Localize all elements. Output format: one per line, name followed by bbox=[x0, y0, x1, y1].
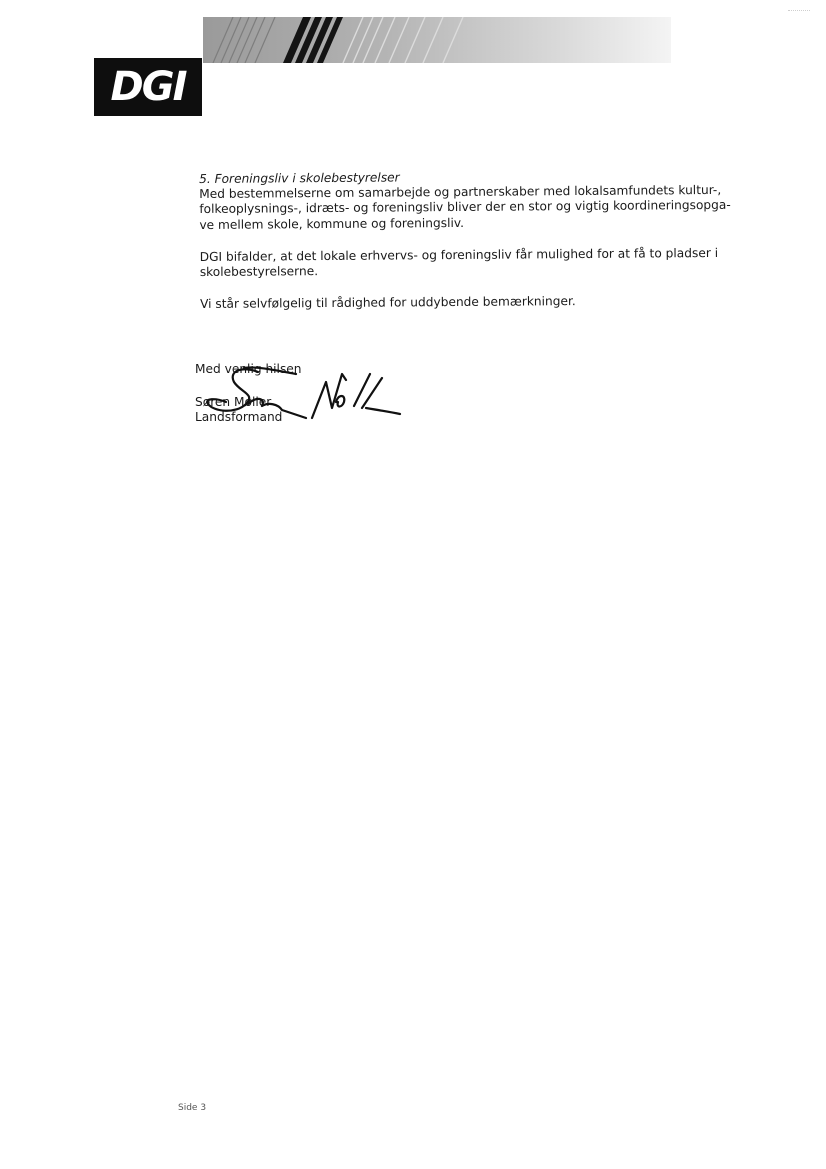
logo-text: DGI bbox=[110, 64, 186, 110]
paragraph-3: Vi står selvfølgelig til rådighed for uddybende bemærkninger. bbox=[199, 294, 576, 312]
paragraph-1 bbox=[199, 183, 739, 233]
text-line: ve mellem skole, kommune og foreningsliv. bbox=[199, 215, 465, 232]
text-line: folkeoplysnings-, idræts- og foreningsliv bliver der en stor og vigtig koordineringsopga- bbox=[199, 198, 731, 217]
dgi-logo bbox=[94, 58, 202, 116]
text-line: Med bestemmelserne om samarbejde og partnerskaber med lokalsamfundets kultur-, bbox=[199, 183, 722, 202]
header-stripe-banner bbox=[203, 17, 671, 63]
letter-body bbox=[199, 168, 740, 313]
signer-title: Landsformand bbox=[195, 410, 283, 425]
text-line: skolebestyrelserne. bbox=[199, 264, 319, 280]
page-number: Side 3 bbox=[178, 1103, 207, 1113]
paragraph-2 bbox=[200, 246, 740, 281]
salutation: Med venlig hilsen bbox=[195, 362, 302, 376]
text-line: DGI bifalder, at det lokale erhvervs- og foreningsliv får mulighed for at få to pladser i bbox=[199, 245, 719, 264]
section-heading: 5. Foreningsliv i skolebestyrelser bbox=[199, 170, 400, 186]
signer-name: Søren Møller bbox=[195, 395, 272, 410]
corner-mark bbox=[788, 10, 810, 12]
stripe-pattern bbox=[203, 17, 671, 63]
handwritten-signature bbox=[186, 360, 416, 435]
